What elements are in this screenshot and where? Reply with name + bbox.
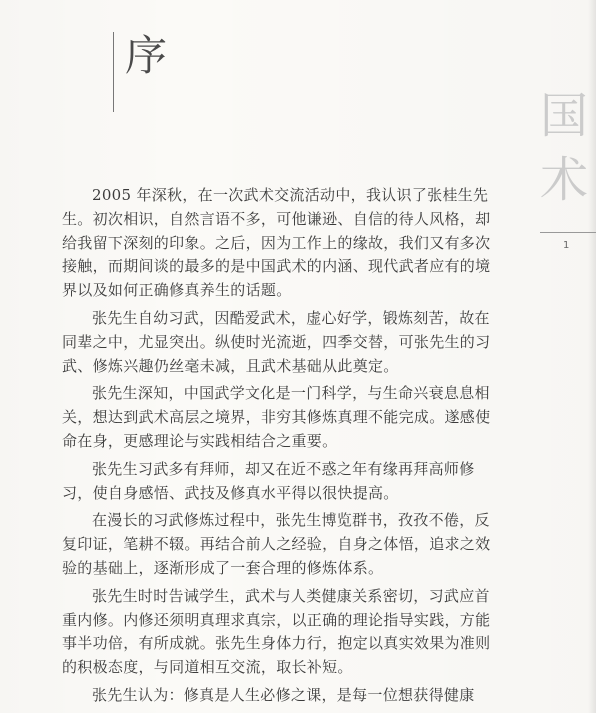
preface-text <box>62 184 492 712</box>
paragraph-7: 张先生认为：修真是人生必修之课，是每一位想获得健康 <box>92 685 475 704</box>
side-character-shu: 术 <box>539 152 588 208</box>
paragraph-1: 2005 年深秋，在一次武术交流活动中，我认识了张桂生先生。初次相识，自然言语不多，可他谦逊、自信的待人风格，却给我留下深刻的印象。之后，因为工作上的缘故，我们又有多次接触，而期间谈的最多的是中国武术的内涵、现代武者应有的境界以及如何正确修真养生的话题。 <box>62 186 491 300</box>
paragraph-6: 张先生时时告诫学生，武术与人类健康关系密切，习武应首重内修。内修还须明真理求真宗，以正确的理论指导实践，方能事半功倍，有所成就。张先生身体力行，抱定以真实效果为准则的积极态度，与同道相互交流，取长补短。 <box>62 586 491 677</box>
paragraph-4: 张先生习武多有拜师，却又在近不惑之年有缘再拜高师修习，使自身感悟、武技及修真水平得以很快提高。 <box>62 459 475 502</box>
page-number: 1 <box>563 240 570 251</box>
page-number-rule <box>540 232 596 233</box>
paragraph-3: 张先生深知，中国武学文化是一门科学，与生命兴衰息息相关，想达到武术高层之境界，非穷其修炼真理不能完成。遂感使命在身，更感理论与实践相结合之重要。 <box>62 384 491 450</box>
side-section-mark <box>536 88 596 252</box>
title-vertical-rule <box>113 32 114 112</box>
paragraph-2: 张先生自幼习武，因酷爱武术，虚心好学，锻炼刻苦，故在同辈之中，尤显突出。纵使时光流逝，四季交替，可张先生的习武、修炼兴趣仍丝毫未减，且武术基础从此奠定。 <box>62 308 491 375</box>
page-title: 序 <box>125 31 168 80</box>
paragraph-5: 在漫长的习武修炼过程中，张先生博览群书，孜孜不倦，反复印证，笔耕不辍。再结合前人之经验，自身之体悟，追求之效验的基础上，逐渐形成了一套合理的修炼体系。 <box>62 511 491 577</box>
side-character-guo: 国 <box>539 88 588 144</box>
